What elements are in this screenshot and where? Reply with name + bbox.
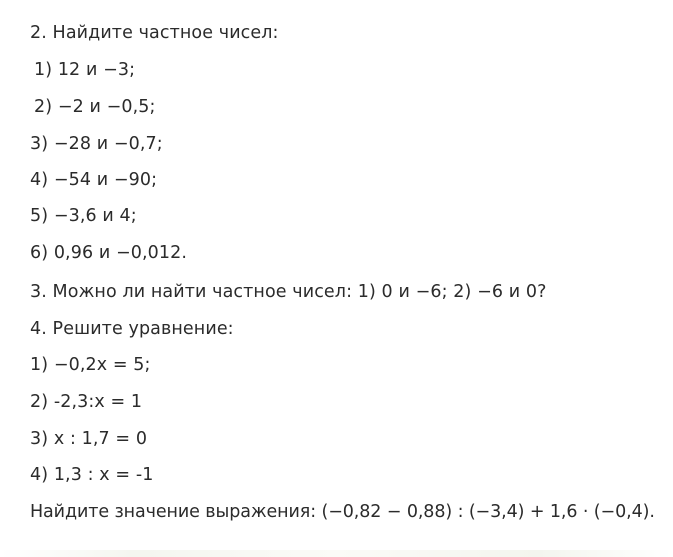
task-4-equation-4: 4) 1,3 : x = -1: [30, 465, 154, 485]
task-2-item-1: 1) 12 и −3;: [34, 60, 136, 80]
task-2-item-6: 6) 0,96 и −0,012.: [30, 243, 188, 263]
task-2-heading: 2. Найдите частное чисел:: [30, 23, 279, 43]
task-4-heading: 4. Решите уравнение:: [30, 319, 234, 339]
task-2-item-2: 2) −2 и −0,5;: [34, 97, 156, 117]
task-2-item-4: 4) −54 и −90;: [30, 170, 158, 190]
task-4-equation-1: 1) −0,2x = 5;: [30, 355, 151, 375]
task-2-item-5: 5) −3,6 и 4;: [30, 206, 137, 226]
task-4-equation-3: 3) x : 1,7 = 0: [30, 429, 148, 449]
expression-task: Найдите значение выражения: (−0,82 − 0,88) : (−3,4) + 1,6 · (−0,4).: [30, 502, 655, 522]
task-4-equation-2: 2) -2,3:x = 1: [30, 392, 143, 412]
bottom-edge-strip: [0, 550, 673, 557]
task-3-question: 3. Можно ли найти частное чисел: 1) 0 и −6; 2) −6 и 0?: [30, 282, 547, 302]
task-2-item-3: 3) −28 и −0,7;: [30, 134, 163, 154]
